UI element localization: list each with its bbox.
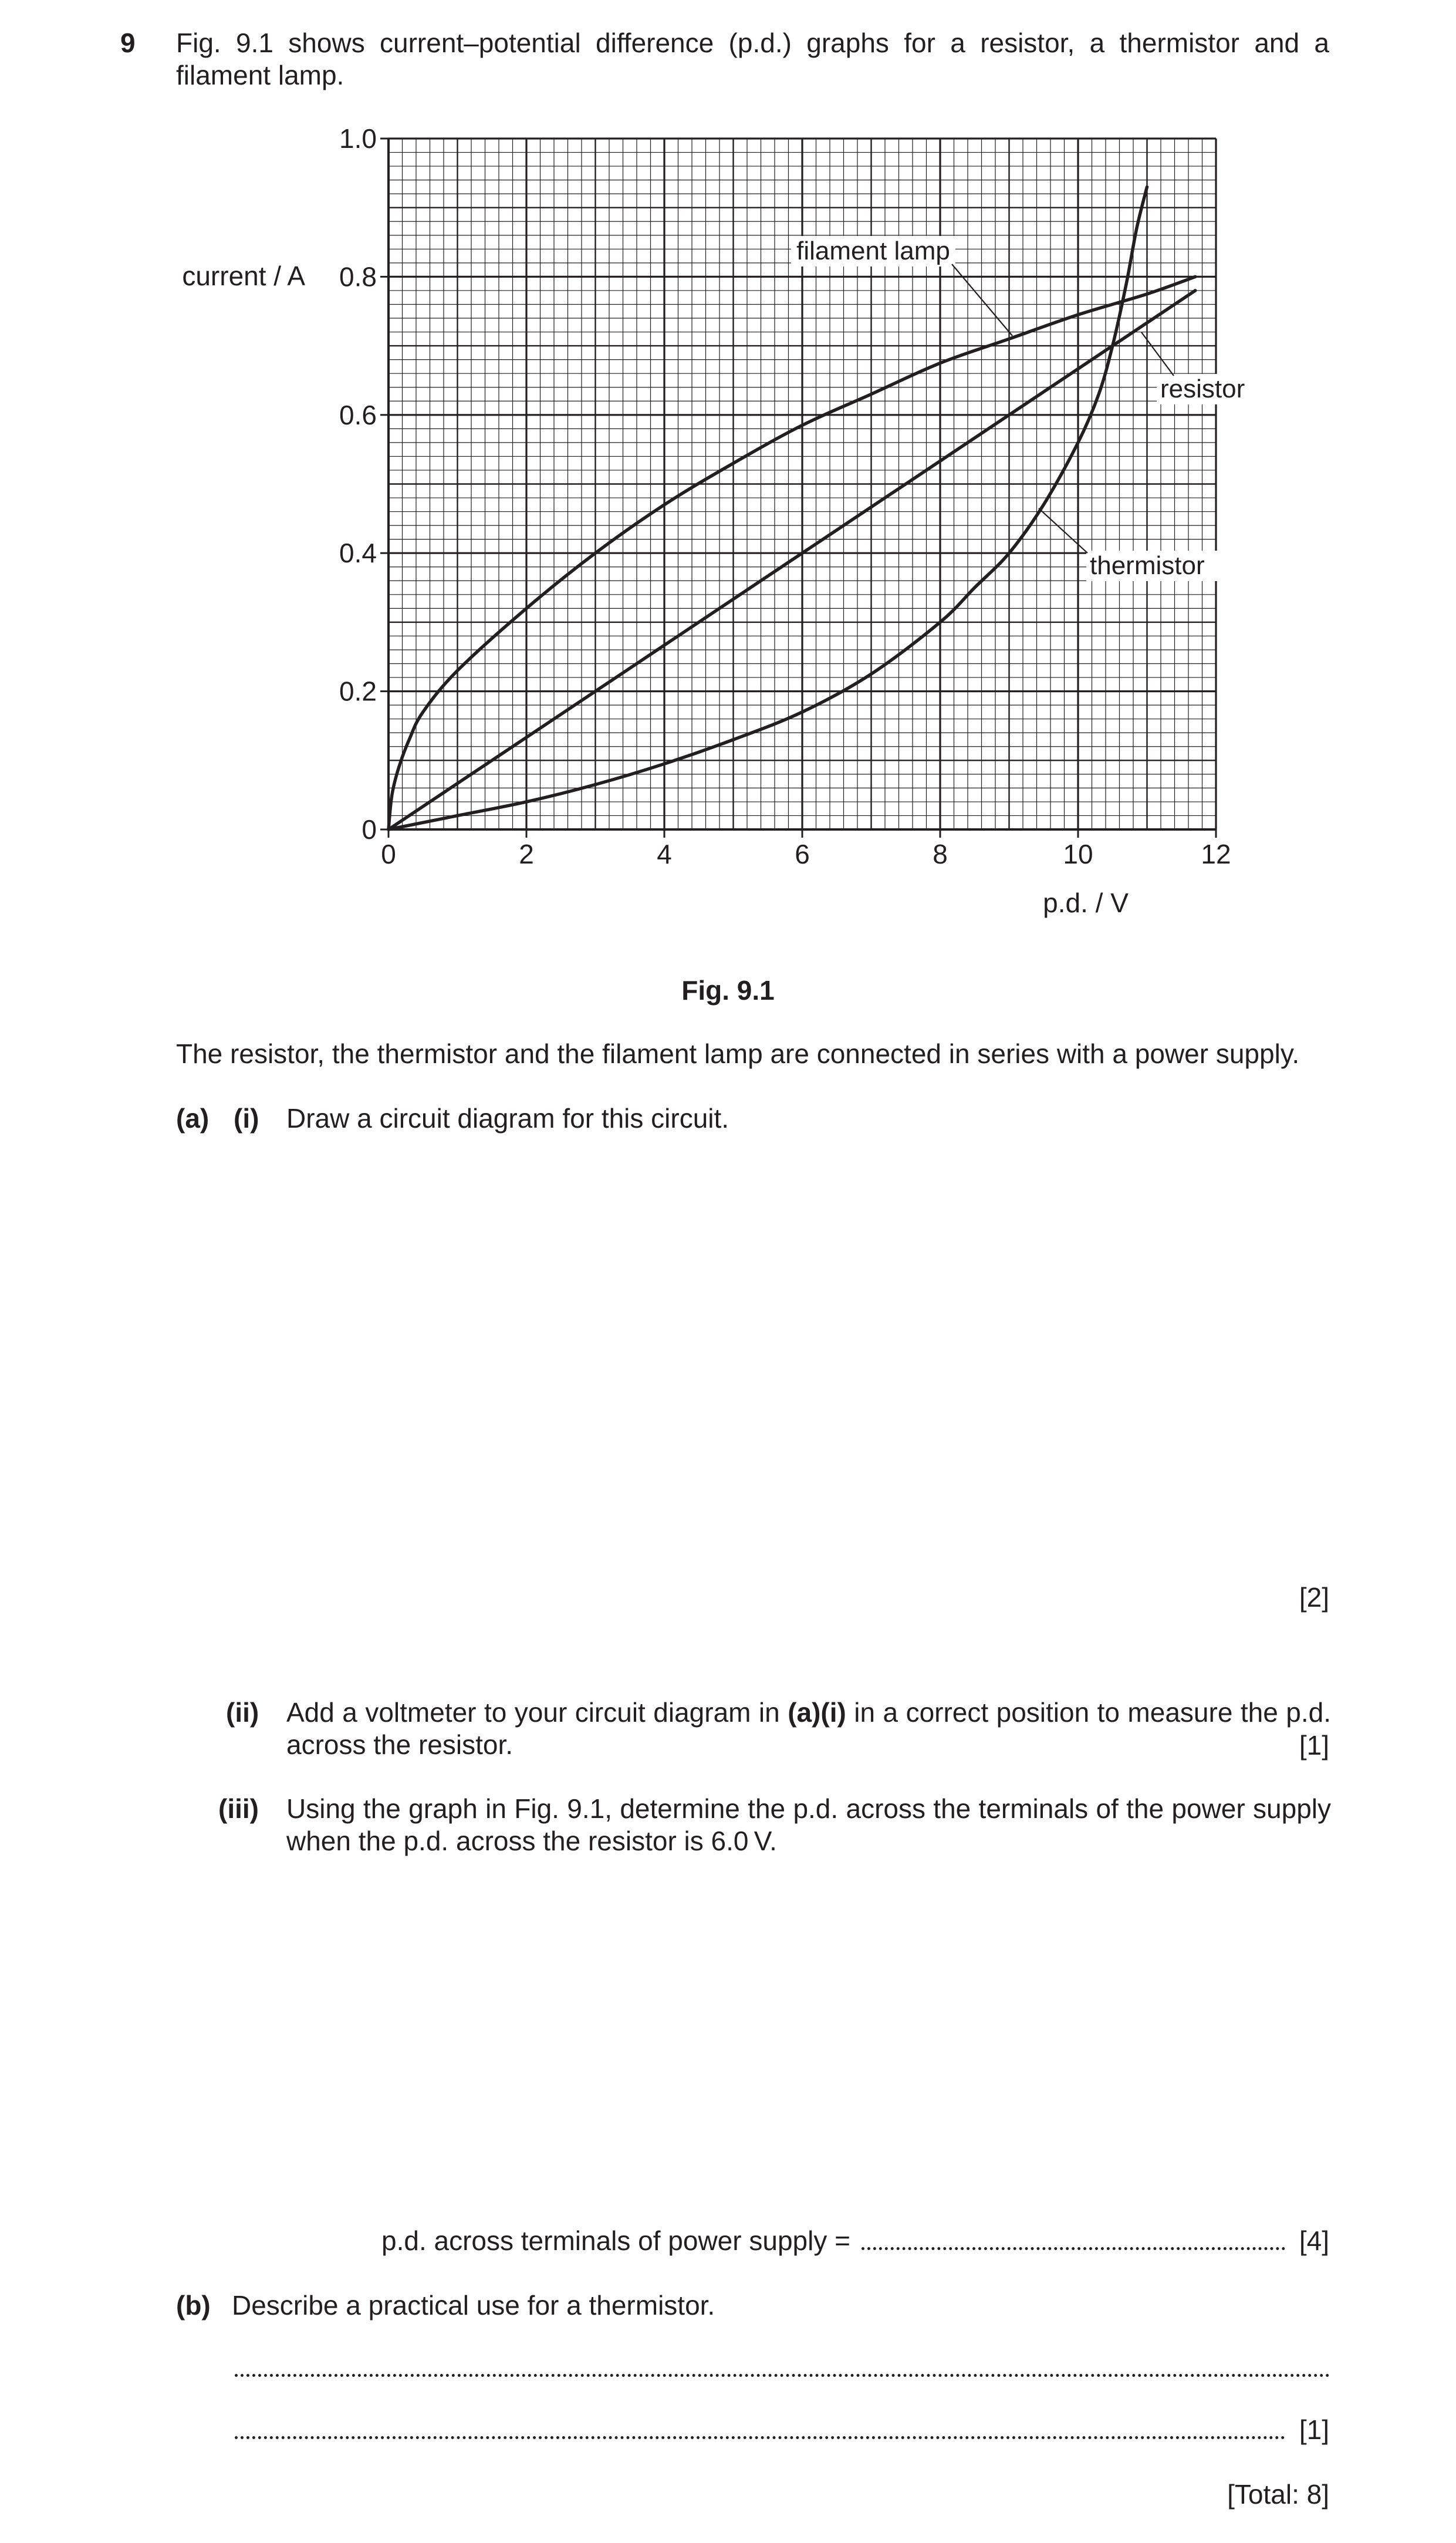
thermistor-label: thermistor bbox=[1090, 551, 1205, 580]
answer-line-b-2[interactable] bbox=[235, 2436, 1285, 2439]
x-tick-label: 12 bbox=[1201, 839, 1231, 869]
y-tick-label: 0 bbox=[362, 814, 377, 845]
part-b-mark: [1] bbox=[1299, 2414, 1329, 2445]
circuit-description: The resistor, the thermistor and the filament lamp are connected in series with a power supply. bbox=[176, 1038, 1300, 1069]
y-tick-label: 0.8 bbox=[339, 261, 377, 292]
part-a-iii-text: Using the graph in Fig. 9.1, determine the p.d. across the terminals of the power supply when the p.d. across the resistor is 6.0 V. bbox=[286, 1793, 1331, 1857]
y-tick-label: 1.0 bbox=[339, 123, 377, 154]
x-tick-label: 6 bbox=[795, 839, 810, 869]
y-axis-label: current / A bbox=[182, 261, 305, 291]
part-a-ii-ref: (a)(i) bbox=[788, 1697, 846, 1728]
x-axis-label: p.d. / V bbox=[1043, 888, 1129, 918]
y-tick-label: 0.4 bbox=[339, 538, 377, 569]
filament-lamp-leader-line bbox=[952, 264, 1012, 336]
part-b-label: (b) bbox=[176, 2290, 211, 2321]
part-a-ii-text-post: in a correct position to measure the p.d. across the resistor. bbox=[286, 1697, 1331, 1760]
x-tick-label: 8 bbox=[933, 839, 948, 869]
resistor-label: resistor bbox=[1160, 375, 1245, 403]
y-tick-label: 0.2 bbox=[339, 676, 377, 707]
part-a-label: (a) bbox=[176, 1103, 210, 1134]
resistor-curve bbox=[389, 291, 1195, 829]
x-tick-label: 4 bbox=[657, 839, 672, 869]
part-a-ii-mark: [1] bbox=[1299, 1730, 1329, 1760]
answer-line-b-1[interactable] bbox=[235, 2374, 1330, 2377]
part-b-text: Describe a practical use for a thermistor. bbox=[232, 2290, 715, 2321]
part-a-iii-mark: [4] bbox=[1299, 2225, 1329, 2256]
question-intro: Fig. 9.1 shows current–potential difference (p.d.) graphs for a resistor, a thermistor and a filament lamp. bbox=[176, 28, 1329, 91]
y-tick-label: 0.6 bbox=[339, 399, 377, 430]
part-a-i-mark: [2] bbox=[1299, 1582, 1329, 1613]
question-number: 9 bbox=[120, 28, 136, 58]
iv-graph bbox=[0, 0, 1456, 969]
thermistor-leader-line bbox=[1039, 508, 1087, 553]
filament-lamp-label: filament lamp bbox=[796, 237, 950, 265]
figure-caption: Fig. 9.1 bbox=[681, 975, 775, 1006]
part-a-i-text: Draw a circuit diagram for this circuit. bbox=[286, 1103, 729, 1134]
answer-line-power-supply[interactable] bbox=[862, 2247, 1285, 2250]
x-tick-label: 10 bbox=[1063, 839, 1093, 869]
answer-label: p.d. across terminals of power supply = bbox=[381, 2225, 850, 2256]
total-marks: [Total: 8] bbox=[1227, 2479, 1329, 2510]
x-tick-label: 0 bbox=[381, 839, 396, 869]
x-tick-label: 2 bbox=[519, 839, 534, 869]
part-a-ii-label: (ii) bbox=[226, 1697, 259, 1728]
part-a-i-label: (i) bbox=[234, 1103, 259, 1134]
part-a-iii-label: (iii) bbox=[218, 1793, 259, 1824]
part-a-ii-text bbox=[286, 1697, 1331, 1761]
resistor-leader-line bbox=[1141, 332, 1174, 376]
part-a-ii-text-pre: Add a voltmeter to your circuit diagram in bbox=[286, 1697, 788, 1728]
